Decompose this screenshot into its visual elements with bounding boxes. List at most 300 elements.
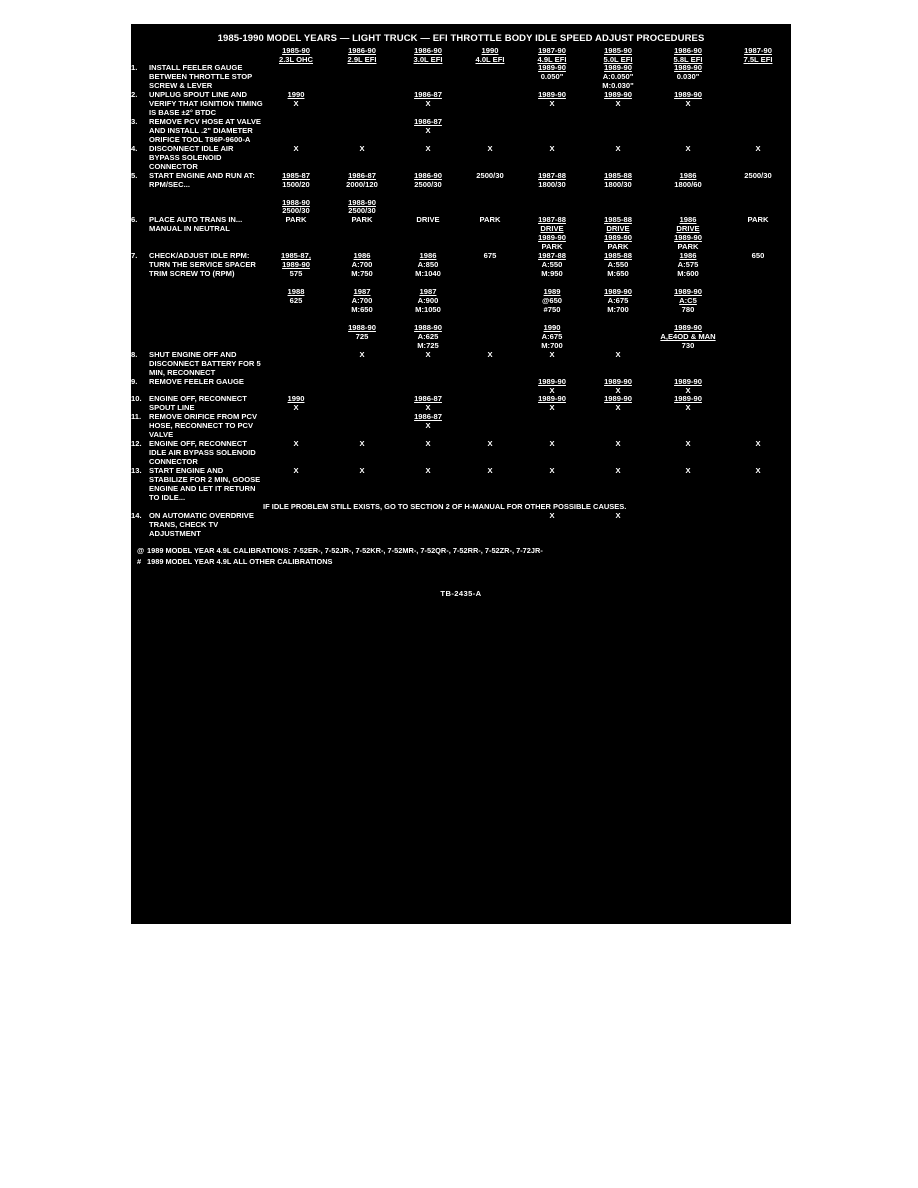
cell-line: A:700 <box>351 260 373 270</box>
table-row <box>131 91 791 118</box>
cell-line: X <box>549 403 555 413</box>
cell-line: 1800/30 <box>538 179 566 189</box>
cell-line: X <box>293 99 299 109</box>
table-cell <box>461 91 519 118</box>
table-cell <box>725 118 791 145</box>
cell-line: X <box>425 439 431 449</box>
table-cell <box>725 145 791 172</box>
table-cell <box>519 467 585 503</box>
step-description: START ENGINE AND STABILIZE FOR 2 MIN, GOOSE ENGINE AND LET IT RETURN TO IDLE... <box>149 466 261 502</box>
cell-line: 1987-88 <box>538 215 566 225</box>
footnote-0 <box>137 545 785 556</box>
column-years: 1987-90 <box>744 46 772 55</box>
cell-line: A:625 <box>417 331 439 341</box>
column-engine: 5.0L EFI <box>603 55 633 65</box>
table-cell <box>519 512 585 539</box>
footnote-symbol: @ <box>137 545 145 555</box>
cell-line: 1986-87 <box>414 412 442 422</box>
cell-line: X <box>293 466 299 476</box>
table-cell <box>395 512 461 539</box>
table-cell <box>585 351 651 378</box>
table-cell <box>263 64 329 91</box>
step-number: 7. <box>131 251 138 261</box>
column-years: 1985-90 <box>604 46 632 55</box>
cell-line: 1989-90 <box>674 287 702 297</box>
footnote-1 <box>137 556 785 567</box>
table-cell <box>585 413 651 440</box>
cell-line: 1989-90 <box>604 233 632 243</box>
cell-line: X <box>487 466 493 476</box>
cell-line: 730 <box>681 340 695 350</box>
cell-line: X <box>359 143 365 153</box>
cell-line: #750 <box>543 304 561 314</box>
table-cell <box>519 351 585 378</box>
cell-line: M:750 <box>351 269 373 279</box>
table-cell <box>329 172 395 217</box>
cell-line: 1987 <box>353 287 371 297</box>
table-row <box>131 467 791 503</box>
table-cell <box>329 216 395 252</box>
table-cell <box>461 395 519 413</box>
table-cell <box>461 145 519 172</box>
table-cell <box>725 467 791 503</box>
table-cell <box>725 64 791 91</box>
table-cell <box>329 118 395 145</box>
table-cell <box>263 252 329 350</box>
table-cell <box>263 216 329 252</box>
cell-line: 1989-90 <box>538 394 566 404</box>
cell-line: 1986-87 <box>348 170 376 180</box>
table-cell <box>651 395 725 413</box>
cell-line: A:C5 <box>679 296 697 305</box>
cell-line: 1985-88 <box>604 251 632 261</box>
table-cell <box>651 440 725 467</box>
cell-line: DRIVE <box>416 215 440 225</box>
step-description: CHECK/ADJUST IDLE RPM: TURN THE SERVICE SPACER TRIM SCREW TO (RPM) <box>149 251 256 279</box>
table-body <box>131 64 791 503</box>
cell-line: X <box>293 439 299 449</box>
table-cell <box>395 413 461 440</box>
table-cell <box>519 91 585 118</box>
cell-line: 1988-90 <box>414 322 442 332</box>
table-row <box>131 440 791 467</box>
column-engine: 3.0L EFI <box>413 55 443 65</box>
cell-line: A:675 <box>541 331 563 341</box>
table-cell <box>461 440 519 467</box>
step-description: REMOVE ORIFICE FROM PCV HOSE, RECONNECT TO PCV VALVE <box>149 412 258 440</box>
cell-line: X <box>549 385 555 395</box>
cell-line: 1986-87 <box>414 394 442 404</box>
cell-line: PARK <box>285 215 307 225</box>
cell-line: 1800/60 <box>674 179 702 189</box>
cell-line: 1986 <box>679 251 697 261</box>
cell-line: X <box>615 403 621 413</box>
cell-line: X <box>549 510 555 520</box>
cell-line: X <box>549 143 555 153</box>
column-engine: 4.9L EFI <box>537 55 567 65</box>
table-cell <box>263 467 329 503</box>
cell-line: X <box>425 421 431 431</box>
table-cell <box>461 512 519 539</box>
cell-line: X <box>425 349 431 359</box>
cell-line: PARK <box>677 242 699 252</box>
table-cell <box>395 145 461 172</box>
column-engine: 5.8L EFI <box>673 55 703 65</box>
cell-line: X <box>293 143 299 153</box>
table-cell <box>585 172 651 217</box>
table-cell <box>519 252 585 350</box>
cell-line: X <box>615 385 621 395</box>
table-cell <box>329 440 395 467</box>
table-cell <box>329 64 395 91</box>
cell-line: PARK <box>747 215 769 225</box>
cell-line: X <box>615 143 621 153</box>
header-spacer <box>131 46 149 64</box>
table-cell <box>263 91 329 118</box>
cell-line: DRIVE <box>540 224 564 234</box>
cell-line: M:650 <box>351 304 373 314</box>
footnote-symbol: # <box>137 556 142 566</box>
cell-line: 1989-90 <box>674 233 702 243</box>
table-cell <box>585 512 651 539</box>
step-number: 4. <box>131 143 138 153</box>
cell-line: X <box>549 349 555 359</box>
cell-line: 675 <box>483 251 497 261</box>
cell-line: 1988 <box>287 287 305 297</box>
cell-line: A:550 <box>541 260 563 270</box>
cell-line: DRIVE <box>606 224 630 234</box>
cell-line: 1986-90 <box>414 170 442 180</box>
cell-line: X <box>487 439 493 449</box>
cell-line: 1987 <box>419 287 437 297</box>
step-number: 1. <box>131 63 138 73</box>
cell-line: M:1050 <box>415 304 441 314</box>
table-cell <box>329 512 395 539</box>
cell-line: 1985-87 <box>282 170 310 180</box>
cell-line: PARK <box>541 242 563 252</box>
cell-line: 1986 <box>679 170 697 180</box>
cell-line: X <box>359 439 365 449</box>
column-header-1 <box>329 46 395 64</box>
cell-line: 1986 <box>353 251 371 261</box>
cell-line: X <box>615 99 621 109</box>
cell-line: 0.050" <box>540 72 564 82</box>
table-cell <box>263 378 329 396</box>
step-number: 14. <box>131 510 142 520</box>
cell-line: X <box>685 143 691 153</box>
table-cell <box>461 467 519 503</box>
cell-line: 2500/30 <box>744 170 772 180</box>
cell-line: 1989-90 <box>674 90 702 100</box>
table-cell <box>263 395 329 413</box>
table-cell <box>651 216 725 252</box>
cell-line: X <box>615 510 621 520</box>
table-cell <box>461 172 519 217</box>
cell-line: 2500/30 <box>282 206 310 216</box>
footnotes <box>131 539 791 567</box>
table-cell <box>651 118 725 145</box>
table-cell <box>585 64 651 91</box>
cell-line: 2500/30 <box>414 179 442 189</box>
cell-line: 2000/120 <box>346 179 378 189</box>
table-cell <box>519 64 585 91</box>
table-cell <box>651 413 725 440</box>
cell-line: 1989-90 <box>538 90 566 100</box>
table-row <box>131 216 791 252</box>
column-engine: 4.0L EFI <box>475 55 505 65</box>
table-cell <box>461 118 519 145</box>
cell-line: X <box>615 439 621 449</box>
cell-line: 1986 <box>419 251 437 261</box>
table-cell <box>329 145 395 172</box>
table-row <box>131 118 791 145</box>
table-row <box>131 172 791 217</box>
column-engine: 7.5L EFI <box>743 55 773 65</box>
table-cell <box>651 172 725 217</box>
cell-line: 1988-90 <box>348 197 376 207</box>
table-cell <box>585 252 651 350</box>
table-cell <box>395 378 461 396</box>
cell-line: X <box>549 99 555 109</box>
table-cell <box>461 378 519 396</box>
cell-line: M:725 <box>417 340 439 350</box>
step-number: 12. <box>131 439 142 449</box>
table-cell <box>461 413 519 440</box>
table-cell <box>395 64 461 91</box>
table-cell <box>519 118 585 145</box>
column-header-4 <box>519 46 585 64</box>
step-description: REMOVE FEELER GAUGE <box>149 376 244 386</box>
table-cell <box>725 378 791 396</box>
cell-line: 1989-90 <box>604 90 632 100</box>
cell-line: X <box>359 466 365 476</box>
cell-line: M:700 <box>607 304 629 314</box>
table-cell <box>725 413 791 440</box>
table-cell <box>651 252 725 350</box>
cell-line: X <box>549 466 555 476</box>
cell-line: X <box>615 349 621 359</box>
cell-line: 2500/30 <box>476 170 504 180</box>
table-cell <box>263 413 329 440</box>
table-cell <box>585 91 651 118</box>
table-cell <box>725 440 791 467</box>
cell-line: 625 <box>289 296 303 305</box>
table-cell <box>329 413 395 440</box>
chart-code: TB-2435-A <box>440 588 482 598</box>
step-number: 6. <box>131 215 138 225</box>
cell-line: X <box>293 403 299 413</box>
cell-line: X <box>685 99 691 109</box>
table-cell <box>329 378 395 396</box>
table-cell <box>585 395 651 413</box>
cell-line: 1986-87 <box>414 116 442 126</box>
cell-line: 650 <box>751 251 765 261</box>
step-number: 5. <box>131 170 138 180</box>
table-row <box>131 145 791 172</box>
table-cell <box>461 252 519 350</box>
table-cell <box>263 172 329 217</box>
step-description: ENGINE OFF, RECONNECT SPOUT LINE <box>149 394 247 413</box>
cell-line: 1989-90 <box>674 394 702 404</box>
table-cell <box>329 351 395 378</box>
cell-line: DRIVE <box>676 224 700 234</box>
table-cell <box>395 91 461 118</box>
step-description: START ENGINE AND RUN AT: RPM/SEC... <box>149 170 255 189</box>
cell-line: 1990 <box>287 90 305 100</box>
table-cell <box>725 395 791 413</box>
cell-line: M:0.030" <box>602 81 634 91</box>
cell-line: X <box>685 385 691 395</box>
table-cell <box>519 378 585 396</box>
table-cell <box>651 91 725 118</box>
table-row <box>131 252 791 350</box>
cell-line: 2500/30 <box>348 206 376 216</box>
cell-line: M:650 <box>607 269 629 279</box>
cell-line: A:850 <box>417 260 439 270</box>
table-cell <box>263 351 329 378</box>
cell-line: 1989-90 <box>604 63 632 73</box>
step-description: DISCONNECT IDLE AIR BYPASS SOLENOID CONNECTOR <box>149 143 234 171</box>
table-cell <box>725 216 791 252</box>
cell-line: 1986 <box>679 215 697 225</box>
column-years: 1986-90 <box>414 46 442 55</box>
step-description: ON AUTOMATIC OVERDRIVE TRANS, CHECK TV ADJUSTMENT <box>149 510 254 538</box>
cell-line: M:700 <box>541 340 563 350</box>
cell-line: 1800/30 <box>604 179 632 189</box>
cell-line: 1989-90 <box>674 376 702 386</box>
cell-line: X <box>549 439 555 449</box>
cell-line: X <box>425 125 431 135</box>
cell-line: 1985-88 <box>604 170 632 180</box>
table-cell <box>651 512 725 539</box>
table-cell <box>585 467 651 503</box>
cell-line: 1988-90 <box>348 322 376 332</box>
cell-line: X <box>755 439 761 449</box>
table-cell <box>725 351 791 378</box>
cell-line: 1989-90 <box>538 233 566 243</box>
table-cell <box>585 378 651 396</box>
footnote-text: 1989 MODEL YEAR 4.9L ALL OTHER CALIBRATIONS <box>147 556 333 566</box>
step-number: 2. <box>131 90 138 100</box>
cell-line: X <box>425 143 431 153</box>
cell-line: 575 <box>289 269 303 279</box>
column-engine: 2.9L EFI <box>347 55 377 65</box>
cell-line: 1989-90 <box>604 394 632 404</box>
cell-line: 1989-90 <box>538 63 566 73</box>
cell-line: M:1040 <box>415 269 441 279</box>
table-cell <box>519 413 585 440</box>
table-cell <box>329 252 395 350</box>
table-cell <box>651 145 725 172</box>
step-description: REMOVE PCV HOSE AT VALVE AND INSTALL .2" DIAMETER ORIFICE TOOL T86P-9600-A <box>149 116 261 144</box>
column-header-2 <box>395 46 461 64</box>
cell-line: 1986-87 <box>414 90 442 100</box>
table-cell <box>395 351 461 378</box>
table-cell <box>395 172 461 217</box>
table-cell <box>461 216 519 252</box>
step-description: UNPLUG SPOUT LINE AND VERIFY THAT IGNITION TIMING IS BASE ±2° BTDC <box>149 90 263 117</box>
table-row <box>131 64 791 91</box>
cell-line: M:600 <box>677 269 699 279</box>
column-years: 1986-90 <box>674 46 702 55</box>
cell-line: A:550 <box>607 260 629 270</box>
step-number: 8. <box>131 349 138 359</box>
column-years: 1985-90 <box>282 46 310 55</box>
cell-line: X <box>615 466 621 476</box>
step-description: INSTALL FEELER GAUGE BETWEEN THROTTLE STOP SCREW & LEVER <box>149 63 253 91</box>
column-years: 1990 <box>481 46 499 55</box>
step-number: 11. <box>131 412 142 422</box>
cell-line: 1989-90 <box>604 376 632 386</box>
table-cell <box>725 172 791 217</box>
table-cell <box>329 91 395 118</box>
table-cell <box>725 512 791 539</box>
footnote-text: 1989 MODEL YEAR 4.9L CALIBRATIONS: 7-52ER-, 7-52JR-, 7-52KR-, 7-52MR-, 7-52QR-, 7-52RR-, 7-52ZR-, 7-72JR- <box>147 545 543 555</box>
table-cell <box>651 351 725 378</box>
table-cell <box>263 118 329 145</box>
cell-line: 1985-87, <box>281 251 311 261</box>
cell-line: X <box>425 99 431 109</box>
cell-line: 1989 <box>543 287 561 297</box>
cell-line: A:0.050" <box>602 72 634 82</box>
table-cell <box>585 216 651 252</box>
cell-line: A:700 <box>351 296 373 305</box>
table-cell <box>519 395 585 413</box>
table-cell <box>725 252 791 350</box>
table-cell <box>329 467 395 503</box>
table-cell <box>329 395 395 413</box>
cell-line: X <box>755 143 761 153</box>
table-row <box>131 395 791 413</box>
cell-line: 0.030" <box>676 72 700 82</box>
idle-problem-note: IF IDLE PROBLEM STILL EXISTS, GO TO SECTION 2 OF H-MANUAL FOR OTHER POSSIBLE CAUSES. <box>263 501 627 511</box>
table-cell <box>651 378 725 396</box>
cell-line: 1989-90 <box>282 260 310 270</box>
table-cell <box>519 145 585 172</box>
column-header-0 <box>263 46 329 64</box>
column-header-3 <box>461 46 519 64</box>
cell-line: PARK <box>607 242 629 252</box>
step-number: 13. <box>131 466 142 476</box>
cell-line: 725 <box>355 331 369 341</box>
row14-body <box>131 512 791 539</box>
column-header-5 <box>585 46 651 64</box>
table-cell <box>725 91 791 118</box>
cell-line: X <box>685 466 691 476</box>
cell-line: X <box>487 349 493 359</box>
step-description: SHUT ENGINE OFF AND DISCONNECT BATTERY FOR 5 MIN, RECONNECT <box>149 349 261 377</box>
table-cell <box>263 440 329 467</box>
table-cell <box>585 118 651 145</box>
cell-line: 1987-88 <box>538 170 566 180</box>
header-step-col <box>149 46 263 64</box>
cell-line: X <box>425 403 431 413</box>
note-and-row14-table <box>131 503 791 539</box>
table-cell <box>585 145 651 172</box>
table-row <box>131 351 791 378</box>
cell-line: 1989-90 <box>674 63 702 73</box>
table-cell <box>395 118 461 145</box>
table-header-row <box>131 46 791 64</box>
table-row <box>131 512 791 539</box>
step-number: 9. <box>131 376 138 386</box>
column-engine: 2.3L OHC <box>278 55 314 65</box>
cell-line: X <box>487 143 493 153</box>
table-cell <box>395 440 461 467</box>
step-description: ENGINE OFF, RECONNECT IDLE AIR BYPASS SOLENOID CONNECTOR <box>149 439 256 467</box>
cell-line: 1990 <box>287 394 305 404</box>
cell-line: 1989-90 <box>604 287 632 297</box>
